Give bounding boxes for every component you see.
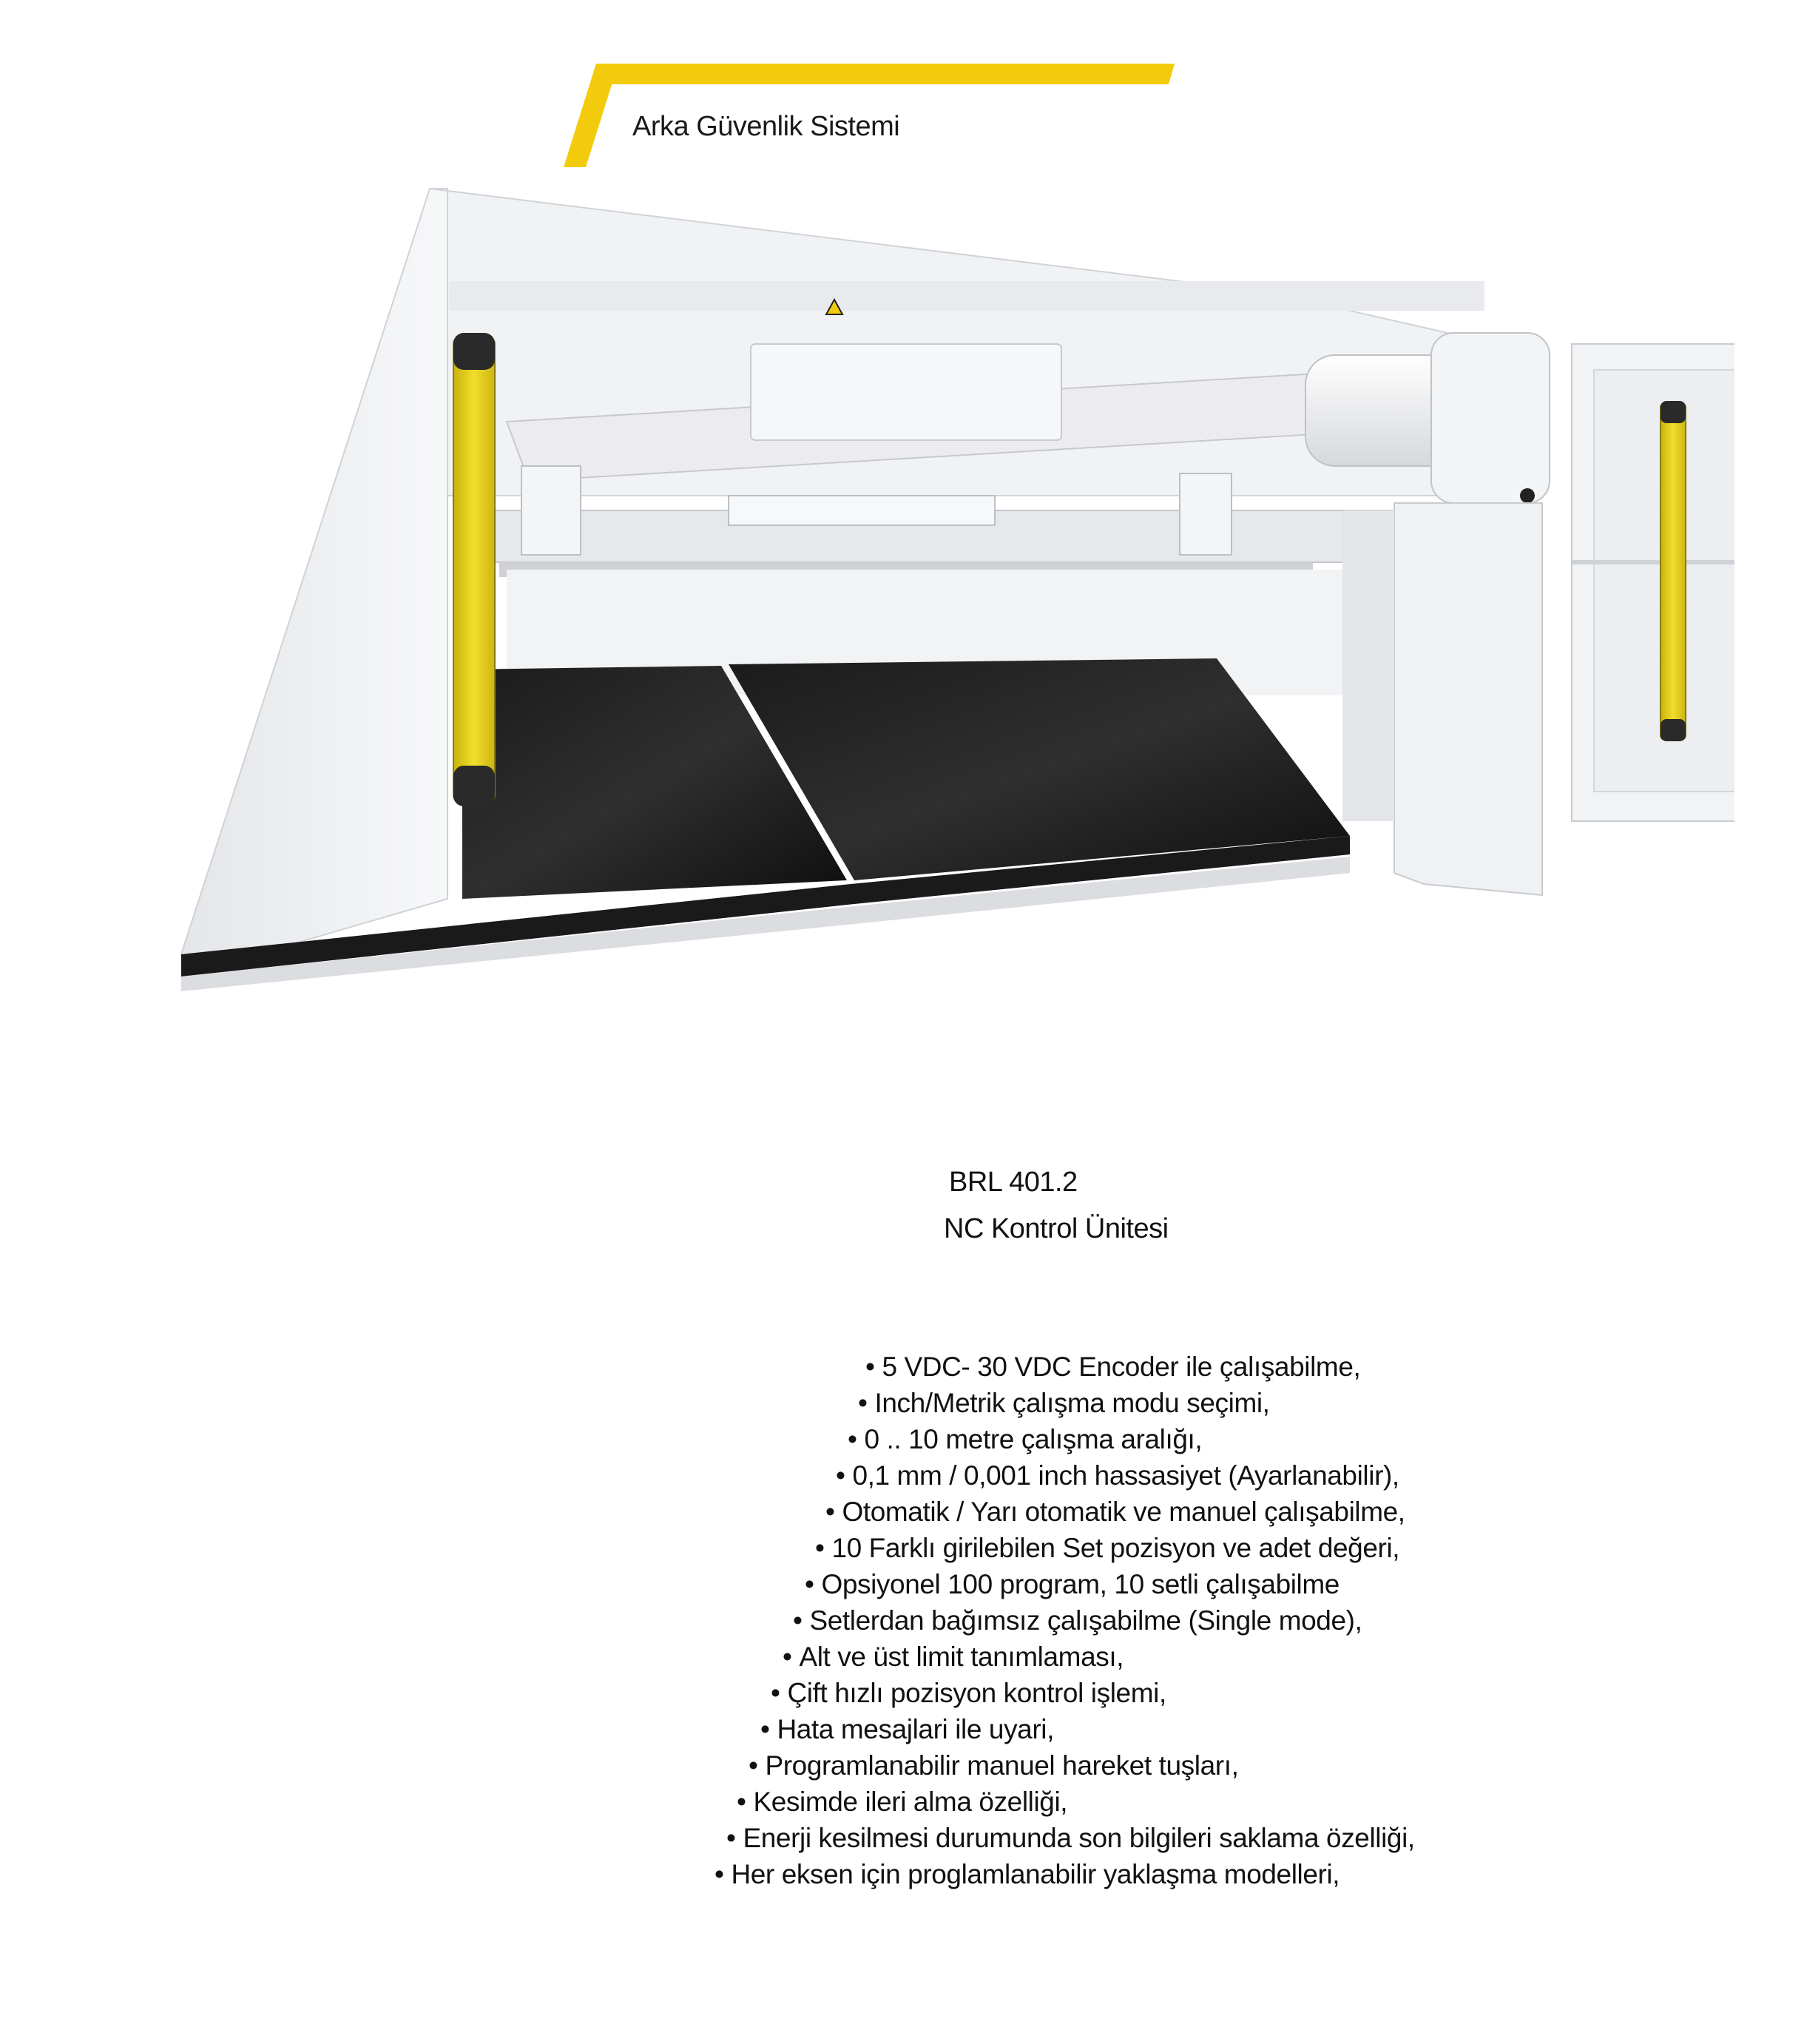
feature-item: • Setlerdan bağımsız çalışabilme (Single mode), xyxy=(793,1605,1362,1636)
section-title: Arka Güvenlik Sistemi xyxy=(632,111,900,142)
motor-cover xyxy=(1431,333,1550,503)
light-curtain-right-cap-bottom xyxy=(1661,719,1686,741)
feature-item: • 0 .. 10 metre çalışma aralığı, xyxy=(848,1424,1202,1455)
feature-item: • Inch/Metrik çalışma modu seçimi, xyxy=(858,1388,1270,1419)
feature-item: • 10 Farklı girilebilen Set pozisyon ve adet değeri, xyxy=(815,1533,1399,1564)
light-curtain-left-cap-bottom xyxy=(453,766,495,806)
feature-item: • Opsiyonel 100 program, 10 setli çalışabilme xyxy=(805,1569,1340,1600)
feature-item: • Alt ve üst limit tanımlaması, xyxy=(783,1642,1124,1673)
feature-item: • Otomatik / Yarı otomatik ve manuel çalışabilme, xyxy=(825,1497,1405,1528)
feature-item: • Her eksen için proglamlanabilir yaklaşma modelleri, xyxy=(714,1859,1340,1890)
light-curtain-right-cap-top xyxy=(1661,401,1686,423)
feature-item: • Programlanabilir manuel hareket tuşları, xyxy=(749,1750,1238,1781)
cylinder-left xyxy=(521,466,581,555)
right-frame-edge xyxy=(1342,510,1394,821)
controller-model: BRL 401.2 xyxy=(949,1167,1078,1198)
controller-name: NC Kontrol Ünitesi xyxy=(944,1213,1169,1244)
feature-item: • Kesimde ileri alma özelliği, xyxy=(737,1787,1067,1818)
cylinder-center xyxy=(729,496,995,525)
feature-item: • Enerji kesilmesi durumunda son bilgileri saklama özelliği, xyxy=(726,1823,1415,1854)
feature-item: • Hata mesajlari ile uyari, xyxy=(760,1714,1054,1745)
cylinder-right xyxy=(1180,473,1232,555)
left-side-frame xyxy=(181,189,447,977)
arm-block xyxy=(751,344,1061,440)
light-curtain-left xyxy=(453,337,495,803)
light-curtain-left-cap-top xyxy=(453,333,495,370)
guillotine-shear-illustration xyxy=(181,185,1734,991)
light-curtain-right xyxy=(1661,403,1686,740)
feature-item: • 5 VDC- 30 VDC Encoder ile çalışabilme, xyxy=(865,1352,1360,1383)
upper-frame-band xyxy=(449,281,1484,311)
motor-end xyxy=(1520,488,1535,503)
right-side-frame xyxy=(1394,503,1542,895)
yellow-accent-bar xyxy=(0,0,1183,178)
accent-slant-bar xyxy=(564,64,618,167)
accent-top-bar xyxy=(590,64,1175,84)
feature-item: • 0,1 mm / 0,001 inch hassasiyet (Ayarlanabilir), xyxy=(836,1460,1399,1491)
feature-item: • Çift hızlı pozisyon kontrol işlemi, xyxy=(771,1678,1166,1709)
